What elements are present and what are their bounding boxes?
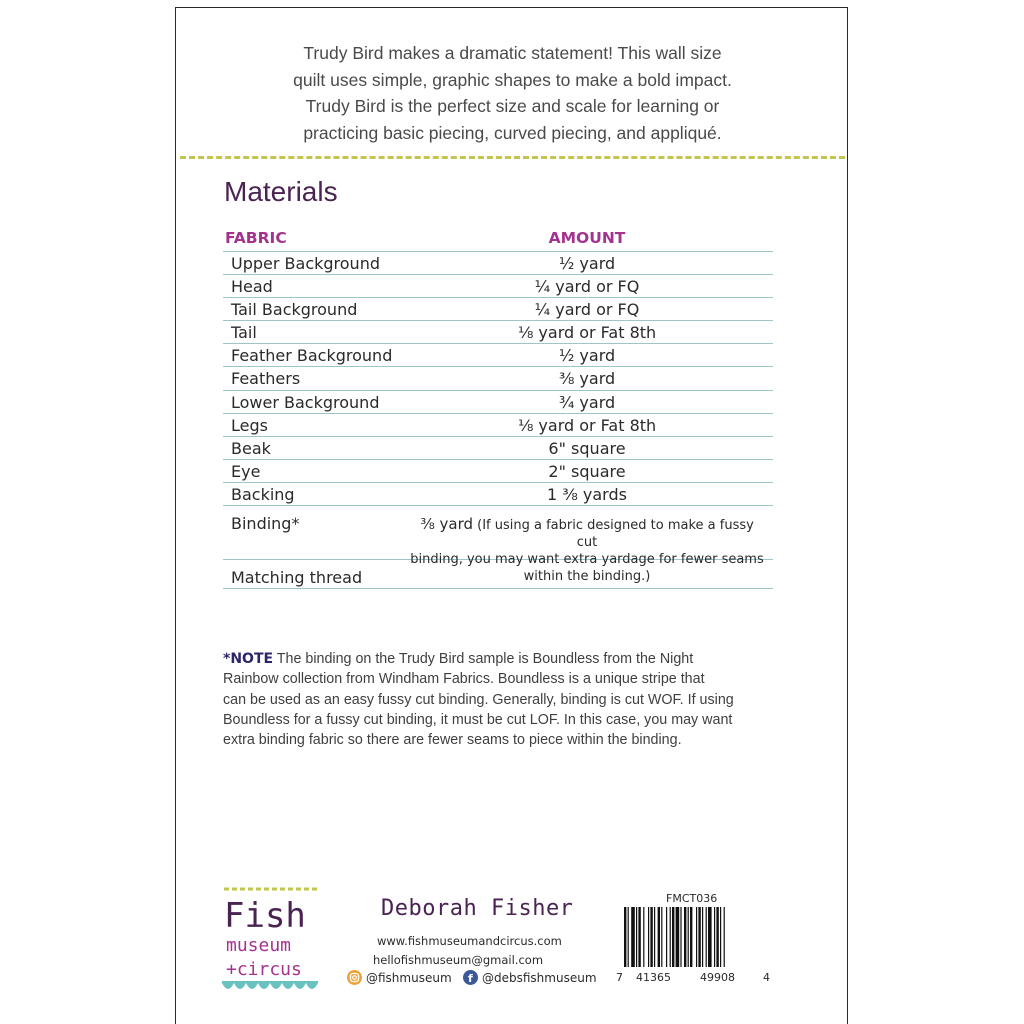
logo-word-circus: +circus <box>226 959 302 980</box>
barcode-bar <box>638 907 640 967</box>
barcode-bar <box>624 907 626 967</box>
table-row <box>223 460 773 483</box>
note-line: Rainbow collection from Windham Fabrics. Boundless is a unique stripe that <box>223 671 705 688</box>
amount-column-header: AMOUNT <box>548 229 626 247</box>
barcode-bar <box>724 907 725 967</box>
materials-table <box>223 227 773 589</box>
note-line: extra binding fabric so there are fewer seams to piece within the binding. <box>223 732 682 749</box>
pattern-back-page <box>175 7 848 1024</box>
note-label: *NOTE <box>223 651 274 667</box>
product-sku: FMCT036 <box>666 892 718 905</box>
facebook-handle <box>463 970 597 985</box>
fabric-cell: Matching thread <box>231 568 363 588</box>
fabric-cell: Feathers <box>231 369 301 389</box>
amount-cell: 1 ⅜ yards <box>547 484 627 504</box>
amount-cell: ¼ yard or FQ <box>534 300 640 320</box>
amount-cell: 6" square <box>548 438 626 458</box>
barcode-bar <box>654 907 655 967</box>
binding-note: (If using a fabric designed to make a fussy cut <box>477 518 754 551</box>
barcode-bar <box>696 907 697 967</box>
barcode-bar <box>676 907 680 967</box>
amount-cell: ⅛ yard or Fat 8th <box>517 415 657 435</box>
table-row <box>223 344 773 367</box>
instagram-handle-text: @fishmuseum <box>366 970 452 985</box>
barcode-bar <box>636 907 637 967</box>
fabric-cell: Upper Background <box>231 254 380 273</box>
barcode-bar <box>706 907 707 967</box>
materials-title: Materials <box>224 176 338 207</box>
barcode-bar <box>684 907 686 967</box>
barcode-bar <box>666 907 667 967</box>
binding-note: binding, you may want extra yardage for fewer seams <box>410 552 764 568</box>
table-row <box>223 275 773 298</box>
barcode-bar <box>708 907 712 967</box>
barcode-bar <box>628 907 629 967</box>
binding-note-paragraph <box>223 649 783 750</box>
logo-word-fish: Fish <box>224 896 306 936</box>
barcode <box>624 907 760 967</box>
barcode-bar <box>680 907 681 967</box>
fabric-cell: Feather Background <box>231 346 393 366</box>
barcode-bar <box>650 907 652 967</box>
barcode-digits-group2: 49908 <box>700 971 735 984</box>
intro-line: quilt uses simple, graphic shapes to make a bold impact. <box>293 69 732 90</box>
fabric-cell: Binding* <box>231 514 300 534</box>
amount-cell: ⅜ yard <box>558 369 616 389</box>
logo-word-museum: museum <box>226 935 292 956</box>
barcode-digit-right: 4 <box>763 971 770 984</box>
fabric-cell: Legs <box>231 415 268 435</box>
note-line <box>223 649 783 669</box>
fabric-cell: Tail <box>231 323 257 343</box>
note-line: Boundless for a fussy cut binding, it must be cut LOF. In this case, you may want <box>223 711 733 728</box>
fabric-cell: Head <box>231 277 273 297</box>
barcode-bar <box>690 907 692 967</box>
amount-cell: ¼ yard or FQ <box>534 277 640 297</box>
fish-museum-logo <box>220 885 322 997</box>
intro-paragraph <box>216 40 809 146</box>
barcode-bar <box>720 907 721 967</box>
barcode-bar <box>688 907 689 967</box>
barcode-bar <box>716 907 718 967</box>
intro-line: Trudy Bird is the perfect size and scale for learning or <box>305 96 720 116</box>
table-row <box>223 437 773 460</box>
barcode-bar <box>648 907 649 967</box>
barcode-bar <box>698 907 700 967</box>
dashed-divider <box>180 156 845 159</box>
note-text: The binding on the Trudy Bird sample is Boundless from the Night <box>273 651 694 667</box>
amount-cell: ⅛ yard or Fat 8th <box>517 323 657 343</box>
fabric-cell: Eye <box>231 461 261 481</box>
amount-cell: ¾ yard <box>558 392 616 412</box>
amount-cell: ½ yard <box>558 254 616 273</box>
fabric-column-header: FABRIC <box>225 229 287 247</box>
fabric-cell: Backing <box>231 484 295 504</box>
barcode-digits-group1: 41365 <box>636 971 671 984</box>
table-row <box>223 483 773 506</box>
barcode-bar <box>714 907 715 967</box>
fabric-cell: Tail Background <box>231 300 358 320</box>
barcode-bar <box>672 907 674 967</box>
binding-note: within the binding.) <box>523 569 651 585</box>
barcode-bar <box>631 907 635 967</box>
barcode-digit-left: 7 <box>616 971 623 984</box>
facebook-handle-text: @debsfishmuseum <box>482 970 597 985</box>
email-text: hellofishmuseum@gmail.com <box>373 953 544 967</box>
table-row <box>223 321 773 344</box>
table-row-thread <box>223 560 773 589</box>
amount-cell: 2" square <box>548 461 626 481</box>
facebook-icon <box>463 970 478 985</box>
amount-cell: ½ yard <box>558 346 616 366</box>
intro-line: practicing basic piecing, curved piecing, and appliqué. <box>303 122 722 143</box>
barcode-bar <box>702 907 703 967</box>
table-row <box>223 367 773 390</box>
barcode-bar <box>658 907 660 967</box>
note-line: can be used as an easy fussy cut binding. Generally, binding is cut WOF. If using <box>223 691 734 708</box>
barcode-bar <box>661 907 662 967</box>
svg-text:f: f <box>468 972 473 985</box>
instagram-icon <box>347 970 362 985</box>
author-name: Deborah Fisher <box>381 896 574 921</box>
fabric-cell: Lower Background <box>231 392 380 412</box>
table-row <box>223 298 773 321</box>
intro-line: Trudy Bird makes a dramatic statement! This wall size <box>303 43 722 63</box>
instagram-handle <box>347 970 452 985</box>
table-row <box>223 414 773 437</box>
table-row <box>223 252 773 275</box>
table-header <box>223 227 773 252</box>
binding-amount: ⅜ yard <box>420 515 473 534</box>
barcode-bar <box>670 907 671 967</box>
barcode-bar <box>643 907 644 967</box>
fabric-cell: Beak <box>231 438 271 458</box>
table-row <box>223 391 773 414</box>
website-text: www.fishmuseumandcircus.com <box>377 934 562 948</box>
